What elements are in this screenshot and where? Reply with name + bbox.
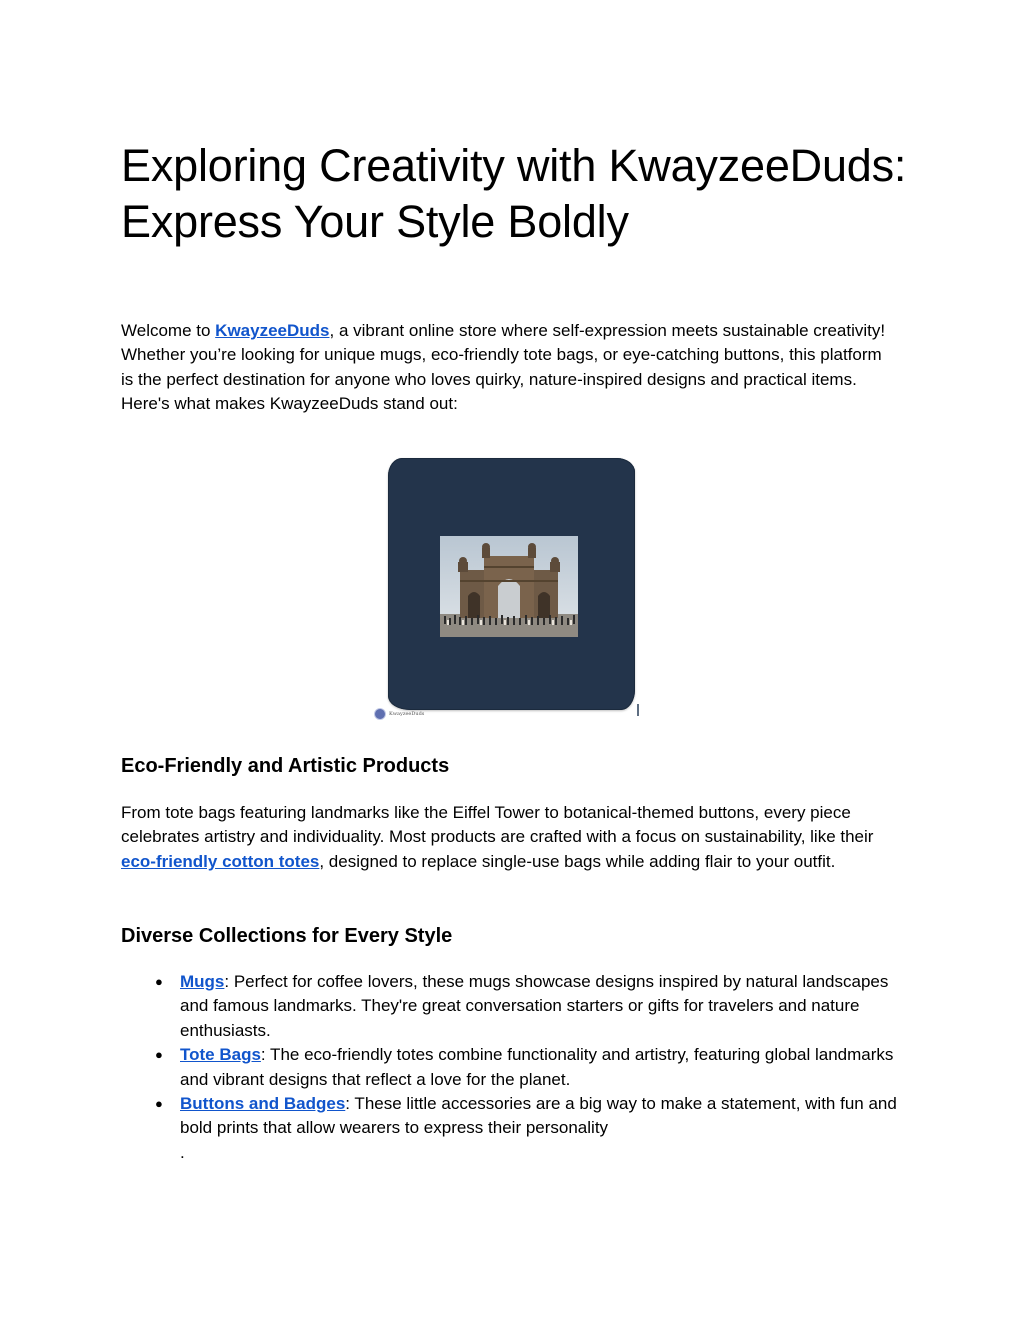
trailing-period: .	[180, 1142, 185, 1162]
pillow-cushion	[388, 458, 635, 710]
intro-paragraph	[121, 319, 896, 417]
collections-list	[121, 970, 901, 1165]
watermark-text: KwayzeeDuds	[389, 711, 425, 717]
intro-text-prefix: Welcome to	[121, 321, 216, 340]
list-item-text: : These little accessories are a big way to make a statement, with fun and bold prints that allow wearers to express their personality	[180, 1094, 897, 1138]
kwayzeeduds-logo-icon	[374, 708, 386, 720]
eco-heading: Eco-Friendly and Artistic Products	[121, 755, 450, 777]
eco-friendly-totes-link[interactable]: eco-friendly cotton totes	[121, 851, 320, 871]
bullet-icon: ●	[155, 974, 163, 989]
watermark	[374, 706, 424, 722]
mugs-link[interactable]: Mugs	[180, 972, 225, 991]
product-image-pillow	[374, 452, 644, 728]
list-item	[121, 1092, 901, 1141]
list-item-text: : The eco-friendly totes combine functionality and artistry, featuring global landmarks and vibrant designs that reflect a love for the planet.	[180, 1045, 894, 1089]
gateway-of-india-photo	[440, 536, 578, 637]
list-item-text: : Perfect for coffee lovers, these mugs showcase designs inspired by natural landscapes and famous landmarks. They're great conversation starters or gifts for travelers and nature enthusiasts.	[180, 972, 889, 1040]
list-item	[121, 1043, 901, 1092]
page-title	[121, 138, 911, 250]
collections-heading: Diverse Collections for Every Style	[121, 925, 453, 947]
title-line-1: Exploring Creativity with KwayzeeDuds:	[121, 140, 907, 191]
bullet-icon: ●	[155, 1047, 163, 1063]
kwayzeeduds-link[interactable]: KwayzeeDuds	[215, 321, 330, 340]
title-line-2: Express Your Style Boldly	[121, 196, 629, 247]
tote-bags-link[interactable]: Tote Bags	[180, 1045, 261, 1065]
eco-text-prefix: From tote bags featuring landmarks like the Eiffel Tower to botanical-themed buttons, every piece celebrates artistry and individuality. Most products are crafted with a focus on sustainability, like their	[121, 803, 874, 847]
eco-paragraph	[121, 801, 896, 874]
list-item	[121, 970, 901, 1043]
bullet-icon: ●	[155, 1096, 163, 1112]
buttons-and-badges-link[interactable]: Buttons and Badges	[180, 1094, 346, 1114]
intro-text-suffix: , a vibrant online store where self-expression meets sustainable creativity! Whether you’re looking for unique mugs, eco-friendly tote bags, or eye-catching buttons, this platform is the perfect destination for anyone who loves quirky, nature-inspired designs and practical items. Here's what makes KwayzeeDuds stand out:	[121, 321, 886, 414]
pillow-zipper	[637, 704, 639, 716]
eco-text-suffix: , designed to replace single-use bags while adding flair to your outfit.	[319, 851, 836, 871]
